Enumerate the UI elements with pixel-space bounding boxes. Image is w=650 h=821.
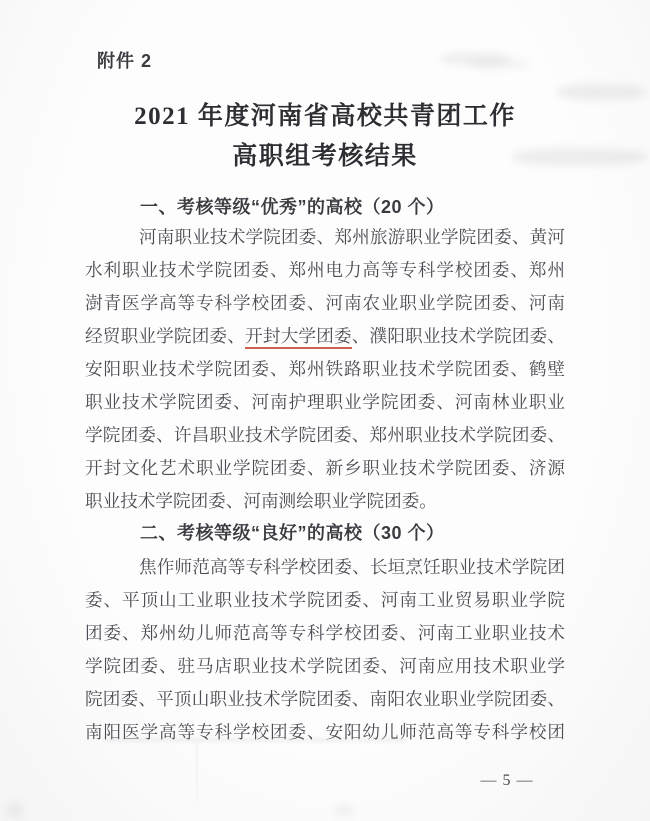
text-line: 职业技术学院团委、河南测绘职业学院团委。 <box>85 491 437 511</box>
text-segment: 经贸职业学院团委、 <box>85 326 246 346</box>
text-line: 焦作师范高等专科学校团委、长垣烹饪职业技术学院团 <box>139 557 565 577</box>
text-segment: 、濮阳职业技术学院团委、 <box>351 326 565 346</box>
text-line: 安阳职业技术学院团委、郑州铁路职业技术学院团委、鹤壁 <box>85 359 565 379</box>
text-line: 南阳医学高等专科学校团委、安阳幼儿师范高等专科学校团 <box>85 722 565 742</box>
scan-spot <box>6 802 24 818</box>
text-line: 学院团委、驻马店职业技术学院团委、河南应用技术职业学 <box>85 656 565 676</box>
section-good-heading: 二、考核等级“良好”的高校（30 个） <box>140 523 445 543</box>
document-title <box>0 97 650 177</box>
section-excellent-paragraph <box>85 221 565 518</box>
text-line: 学院团委、许昌职业技术学院团委、郑州职业技术学院团委、 <box>85 425 565 445</box>
underlined-school-name: 开封大学团委 <box>245 326 352 349</box>
text-line: 开封文化艺术职业学院团委、新乡职业技术学院团委、济源 <box>85 458 565 478</box>
section-good-paragraph <box>85 551 565 749</box>
text-line: 水利职业技术学院团委、郑州电力高等专科学校团委、郑州 <box>85 260 565 280</box>
bleedthrough-smudge <box>468 59 530 69</box>
fold-line <box>196 742 198 802</box>
title-line-1: 2021 年度河南省高校共青团工作 <box>134 103 516 130</box>
text-line: 委、平顶山工业职业技术学院团委、河南工业贸易职业学院 <box>85 590 565 610</box>
section-excellent-heading: 一、考核等级“优秀”的高校（20 个） <box>140 197 445 217</box>
text-line: 团委、郑州幼儿师范高等专科学校团委、河南工业职业技术 <box>85 623 565 643</box>
attachment-label: 附件 2 <box>97 51 153 71</box>
text-line: 澍青医学高等专科学校团委、河南农业职业学院团委、河南 <box>85 293 565 313</box>
bleedthrough-smudge <box>440 52 510 66</box>
title-line-2: 高职组考核结果 <box>232 143 418 170</box>
page-number: — 5 — <box>480 772 534 789</box>
scan-spot <box>333 804 355 817</box>
text-line: 河南职业技术学院团委、郑州旅游职业学院团委、黄河 <box>139 227 565 247</box>
text-line: 职业技术学院团委、河南护理职业学院团委、河南林业职业 <box>85 392 565 412</box>
text-line: 院团委、平顶山职业技术学院团委、南阳农业职业学院团委、 <box>85 689 565 709</box>
text-line-with-underline <box>85 320 565 353</box>
